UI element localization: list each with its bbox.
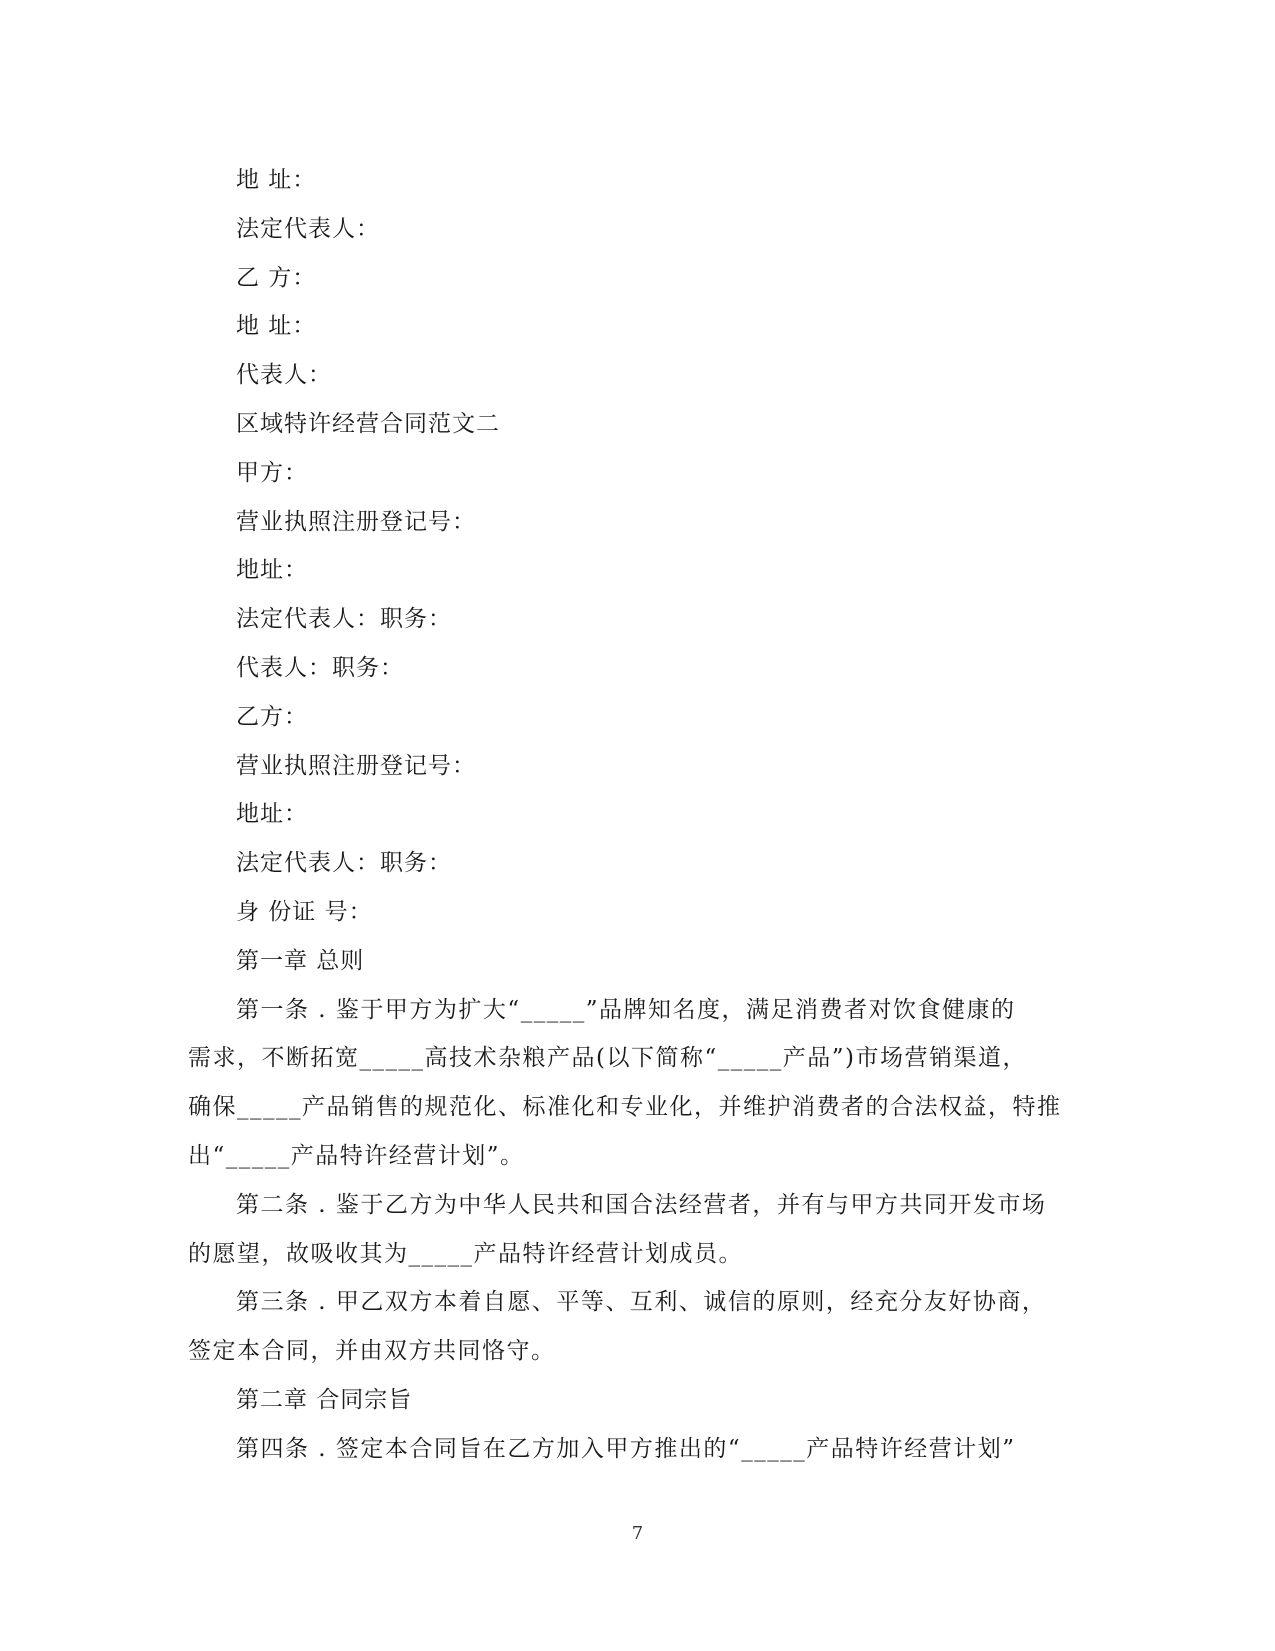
party-a-license-label: 营业执照注册登记号：: [236, 508, 476, 535]
party-a-rep-title-label: 代表人：职务：: [236, 654, 404, 681]
article-2-line-2: 的愿望，故吸收其为_____产品特许经营计划成员。: [188, 1240, 743, 1267]
party-a-label: 甲方：: [236, 459, 308, 486]
article-1-line-4: 出“_____产品特许经营计划”。: [188, 1142, 525, 1169]
party-b2-label: 乙方：: [236, 703, 308, 730]
article-4-line-1: 第四条 . 签定本合同旨在乙方加入甲方推出的“_____产品特许经营计划”: [236, 1435, 1016, 1462]
chapter-1-heading: 第一章 总则: [236, 947, 365, 974]
party-b-label: 乙 方：: [236, 264, 317, 291]
contract-title: 区域特许经营合同范文二: [236, 410, 500, 437]
party-b-rep-label: 代表人：: [236, 362, 332, 389]
party-b-legal-rep-title-label: 法定代表人：职务：: [236, 850, 452, 877]
party-b-license-label: 营业执照注册登记号：: [236, 752, 476, 779]
document-body: [188, 156, 1088, 1474]
party-a-legal-rep-title-label: 法定代表人：职务：: [236, 606, 452, 633]
article-1-line-2: 需求，不断拓宽_____高技术杂粮产品(以下简称“_____产品”)市场营销渠道，: [188, 1045, 1027, 1072]
article-2-line-1: 第二条 . 鉴于乙方为中华人民共和国合法经营者，并有与甲方共同开发市场: [236, 1191, 1047, 1218]
party-a-address-label: 地 址：: [236, 167, 317, 193]
article-3-line-2: 签定本合同，并由双方共同恪守。: [188, 1338, 556, 1365]
party-b-address2-label: 地址：: [236, 801, 308, 828]
party-b-address-label: 地 址：: [236, 313, 317, 340]
party-a-legal-rep-label: 法定代表人：: [236, 215, 380, 242]
article-1-line-3: 确保_____产品销售的规范化、标准化和专业化，并维护消费者的合法权益，特推: [188, 1094, 1062, 1121]
page-number: 7: [631, 1523, 644, 1544]
article-1-line-1: 第一条 . 鉴于甲方为扩大“_____”品牌知名度，满足消费者对饮食健康的: [236, 996, 1016, 1023]
party-a-address2-label: 地址：: [236, 557, 308, 584]
chapter-2-heading: 第二章 合同宗旨: [236, 1386, 413, 1413]
article-3-line-1: 第三条 . 甲乙双方本着自愿、平等、互利、诚信的原则，经充分友好协商，: [236, 1289, 1047, 1316]
id-number-label: 身 份证 号：: [236, 898, 373, 925]
